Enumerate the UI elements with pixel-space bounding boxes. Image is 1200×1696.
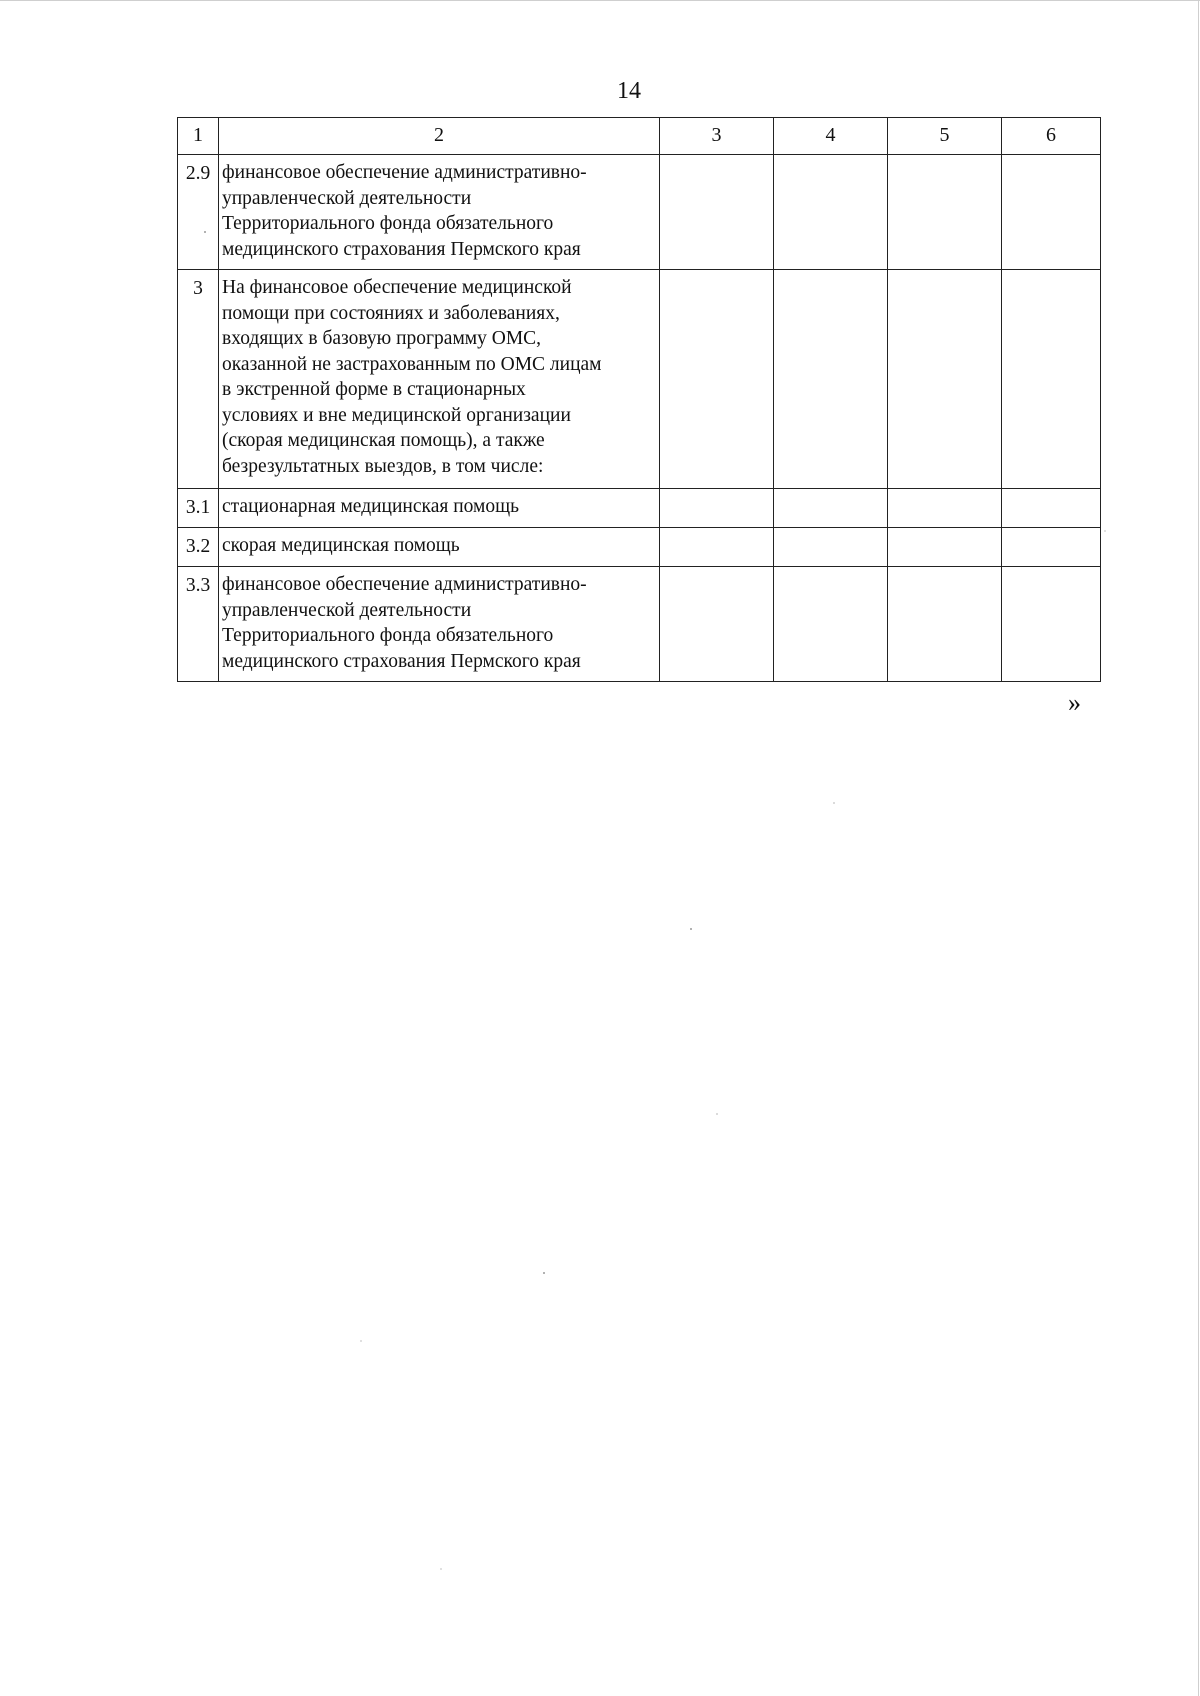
description-line: управленческой деятельности [222, 599, 472, 621]
empty-cell [1002, 567, 1101, 682]
description-line: (скорая медицинская помощь), а также [222, 430, 545, 451]
empty-cell [888, 528, 1002, 567]
table-row [178, 567, 1101, 682]
empty-cell [888, 567, 1002, 682]
scan-edge-line [0, 0, 1200, 1]
empty-cell [1002, 270, 1101, 489]
empty-cell [660, 489, 774, 528]
description-line: стационарная медицинская помощь [222, 496, 520, 517]
row-description [219, 489, 660, 528]
empty-cell [888, 489, 1002, 528]
scan-speck [1104, 530, 1106, 532]
empty-cell [1002, 155, 1101, 270]
empty-cell [1002, 489, 1101, 528]
row-number: 3.2 [178, 528, 219, 567]
empty-cell [888, 270, 1002, 489]
table-row [178, 489, 1101, 528]
row-description [219, 528, 660, 567]
empty-cell [660, 155, 774, 270]
scan-speck [204, 231, 206, 233]
column-header: 5 [888, 118, 1002, 155]
data-table [177, 117, 1101, 682]
row-number: 3 [178, 270, 219, 489]
empty-cell [660, 270, 774, 489]
description-line: На финансовое обеспечение медицинской [222, 277, 572, 298]
column-header: 6 [1002, 118, 1101, 155]
table-header-row [178, 118, 1101, 155]
empty-cell [774, 155, 888, 270]
table-row [178, 270, 1101, 489]
scan-speck [543, 1272, 545, 1274]
empty-cell [774, 489, 888, 528]
page-number: 14 [617, 78, 641, 104]
row-description [219, 567, 660, 682]
description-line: финансовое обеспечение административно- [222, 574, 587, 595]
description-line: медицинского страхования Пермского края [222, 650, 581, 672]
empty-cell [774, 270, 888, 489]
scan-edge-line [1198, 0, 1199, 1696]
description-line: Территориального фонда обязательного [222, 213, 554, 234]
description-line: медицинского страхования Пермского края [222, 238, 581, 260]
column-header: 4 [774, 118, 888, 155]
empty-cell [774, 528, 888, 567]
empty-cell [774, 567, 888, 682]
scan-speck [440, 1568, 442, 1570]
column-header: 2 [219, 118, 660, 155]
description-line: в экстренной форме в стационарных [222, 379, 526, 400]
description-line: условиях и вне медицинской организации [222, 404, 571, 426]
column-header: 1 [178, 118, 219, 155]
description-line: помощи при состояниях и заболеваниях, [222, 302, 560, 324]
table-row [178, 155, 1101, 270]
row-description [219, 270, 660, 489]
scan-speck [690, 928, 692, 930]
row-description [219, 155, 660, 270]
description-line: безрезультатных выездов, в том числе: [222, 455, 544, 477]
description-line: Территориального фонда обязательного [222, 625, 554, 646]
row-number: 3.1 [178, 489, 219, 528]
row-number: 2.9 [178, 155, 219, 270]
table-row [178, 528, 1101, 567]
closing-quote-mark: » [1068, 688, 1081, 717]
empty-cell [1002, 528, 1101, 567]
empty-cell [660, 567, 774, 682]
description-line: входящих в базовую программу ОМС, [222, 328, 542, 349]
scan-speck [716, 1113, 718, 1115]
description-line: управленческой деятельности [222, 187, 472, 209]
column-header: 3 [660, 118, 774, 155]
empty-cell [660, 528, 774, 567]
description-line: финансовое обеспечение административно- [222, 162, 587, 183]
description-line: оказанной не застрахованным по ОМС лицам [222, 353, 602, 375]
scan-speck [360, 1340, 362, 1342]
row-number: 3.3 [178, 567, 219, 682]
description-line: скорая медицинская помощь [222, 535, 460, 556]
scan-speck [833, 802, 835, 804]
empty-cell [888, 155, 1002, 270]
